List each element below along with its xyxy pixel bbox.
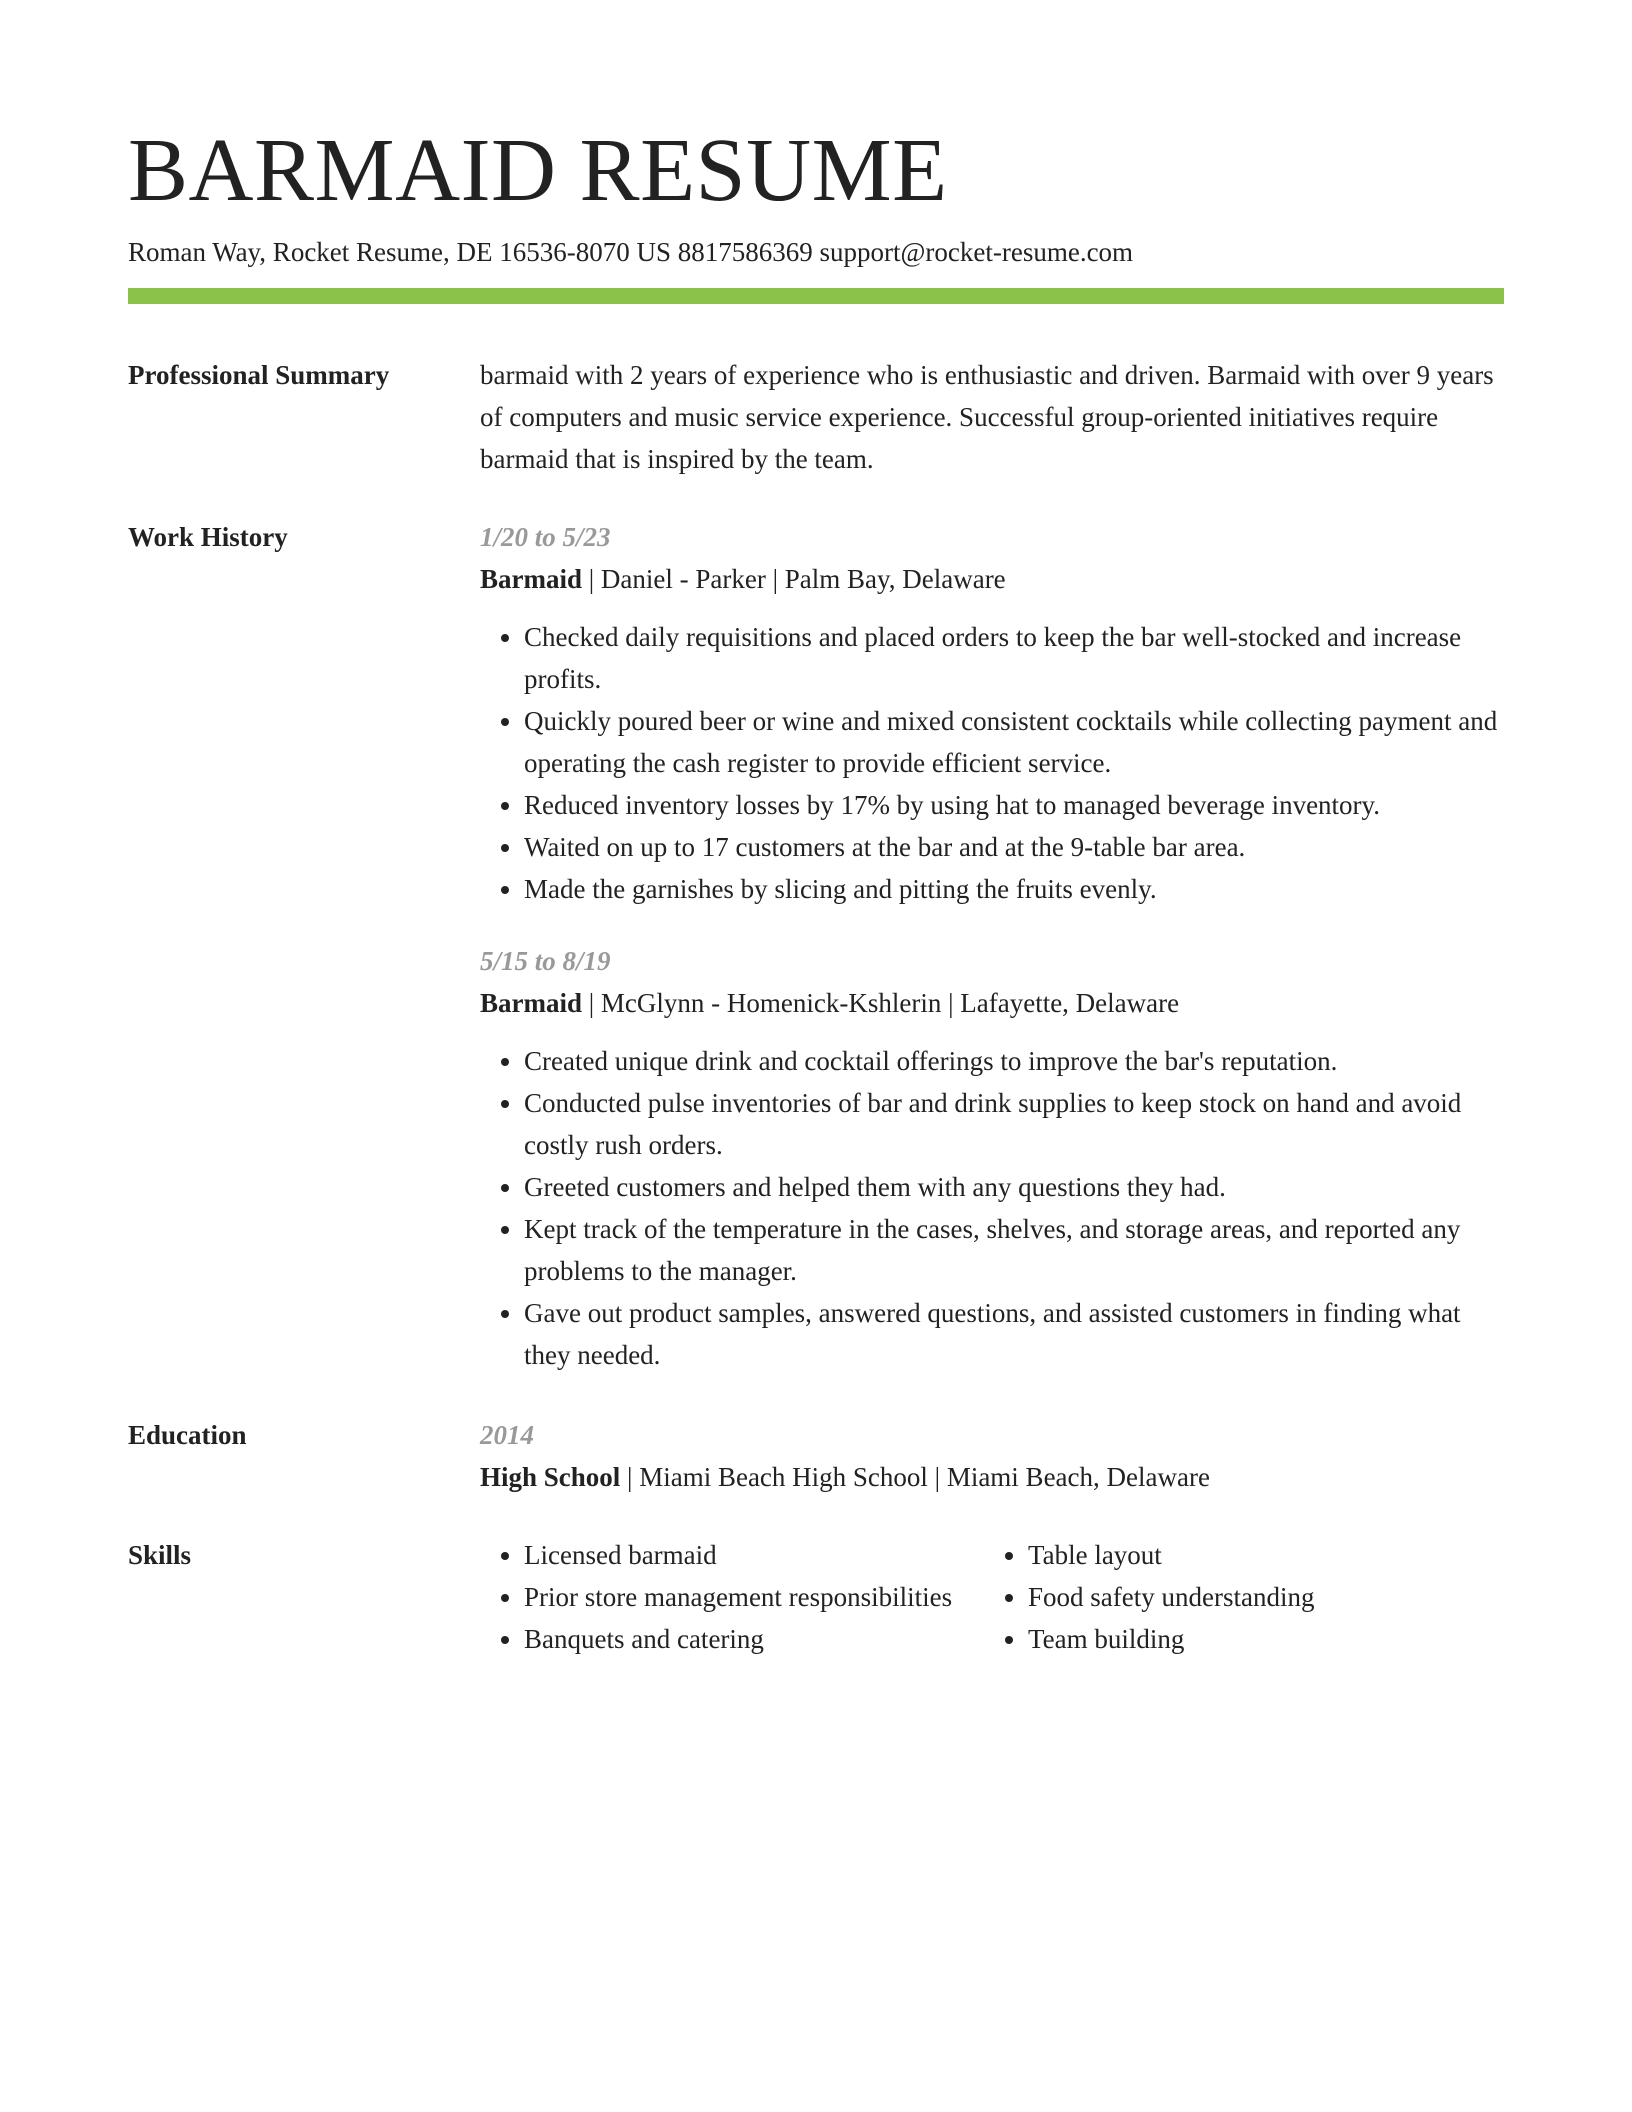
job-dates: 5/15 to 8/19 [480,946,611,976]
job-title: Barmaid [480,564,583,594]
job-heading [480,558,1504,600]
contact-address: Roman Way, Rocket Resume, DE 16536-8070 US [128,237,672,267]
contact-line [128,234,1504,270]
job-bullet: • Made the garnishes by slicing and pitting the fruits evenly. [524,868,1504,910]
skill-item: • Licensed barmaid [524,1534,984,1576]
resume-page [128,118,1504,1660]
skills-section [128,1534,1504,1660]
job-bullet: • Waited on up to 17 customers at the bar and at the 9-table bar area. [524,826,1504,868]
contact-email: support@rocket-resume.com [819,237,1134,267]
job-bullet: • Quickly poured beer or wine and mixed consistent cocktails while collecting payment and operating the cash register to provide efficient service. [524,700,1504,784]
section-label-skills: Skills [128,1540,192,1570]
contact-phone: 8817586369 [677,237,813,267]
job-entry [480,516,1504,910]
job-details: | Daniel - Parker | Palm Bay, Delaware [582,564,1006,594]
section-label-work: Work History [128,522,288,552]
section-label-education: Education [128,1420,247,1450]
resume-title: BARMAID RESUME [128,121,948,220]
job-bullet: • Reduced inventory losses by 17% by using hat to managed beverage inventory. [524,784,1504,826]
resume-header [128,118,1504,304]
summary-text: barmaid with 2 years of experience who is enthusiastic and driven. Barmaid with over 9 years of computers and music service experience. Successful group-oriented initiatives require barmaid that is inspired by the team. [480,360,1494,474]
job-bullet: • Greeted customers and helped them with any questions they had. [524,1166,1504,1208]
work-history-section [128,516,1504,1376]
header-divider [128,288,1504,304]
work-history-body [480,516,1504,1376]
skills-column-1 [480,1534,984,1660]
skill-item: • Prior store management responsibilities [524,1576,984,1618]
skill-item: • Team building [1028,1618,1314,1660]
skills-column-2 [984,1534,1314,1660]
skill-item: • Food safety understanding [1028,1576,1314,1618]
professional-summary-section [128,354,1504,480]
section-label-summary: Professional Summary [128,360,390,390]
job-dates: 1/20 to 5/23 [480,522,611,552]
job-bullet: • Gave out product samples, answered questions, and assisted customers in finding what they needed. [524,1292,1504,1376]
job-bullet: • Conducted pulse inventories of bar and drink supplies to keep stock on hand and avoid costly rush orders. [524,1082,1504,1166]
job-details: | McGlynn - Homenick-Kshlerin | Lafayette, Delaware [582,988,1180,1018]
job-bullets [480,1040,1504,1376]
job-entry [480,940,1504,1376]
skill-item: • Table layout [1028,1534,1314,1576]
job-bullet: • Created unique drink and cocktail offerings to improve the bar's reputation. [524,1040,1504,1082]
skills-body [480,1534,1504,1660]
education-body [480,1414,1504,1498]
job-bullet: • Checked daily requisitions and placed orders to keep the bar well-stocked and increase profits. [524,616,1504,700]
skill-item: • Banquets and catering [524,1618,984,1660]
education-details: | Miami Beach High School | Miami Beach, Delaware [620,1462,1210,1492]
education-section [128,1414,1504,1498]
job-heading [480,982,1504,1024]
job-title: Barmaid [480,988,583,1018]
education-degree: High School [480,1462,621,1492]
education-heading [480,1456,1504,1498]
job-bullet: • Kept track of the temperature in the cases, shelves, and storage areas, and reported any problems to the manager. [524,1208,1504,1292]
education-year: 2014 [480,1420,534,1450]
job-bullets [480,616,1504,910]
